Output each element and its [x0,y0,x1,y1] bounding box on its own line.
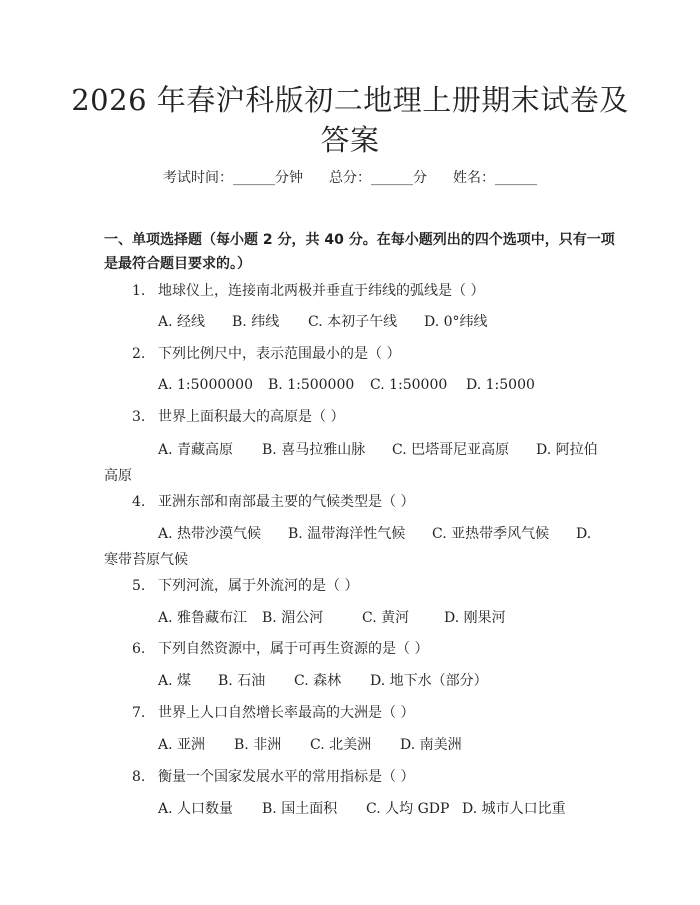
option-b: B. 石油 [218,673,266,689]
question-text: 世界上面积最大的高原是（ ） [158,409,345,425]
option-a: A. 热带沙漠气候 [158,526,262,542]
option-c: C. 本初子午线 [308,314,398,330]
question-number: 2. [132,346,146,362]
option-a: A. 青藏高原 [158,442,234,458]
question-number: 6. [132,641,146,657]
question-text: 衡量一个国家发展水平的常用指标是（ ） [158,769,415,785]
question-text: 地球仪上，连接南北两极并垂直于纬线的弧线是（ ） [158,283,485,299]
options-3 [104,437,624,489]
section-heading: 一、单项选择题（每小题 2 分，共 40 分。在每小题列出的四个选项中，只有一项是最符合题目要求的。） [104,232,615,272]
options-8 [104,796,624,822]
option-a: A. 雅鲁藏布江 [158,610,248,626]
exam-time-field: 考试时间：______分钟 [163,170,303,186]
question-text: 下列比例尺中，表示范围最小的是（ ） [158,346,401,362]
question-number: 4. [132,494,146,510]
option-wrap: 高原 [104,468,132,484]
option-b: B. 喜马拉雅山脉 [262,442,366,458]
option-b: B. 温带海洋性气候 [288,526,406,542]
option-b: B. 纬线 [232,314,280,330]
question-number: 3. [132,409,146,425]
option-c: C. 北美洲 [310,737,372,753]
student-name-field: 姓名：______ [453,170,537,186]
option-d: D. 阿拉伯 [536,442,598,458]
option-b: B. 非洲 [234,737,282,753]
option-c: C. 黄河 [362,610,410,626]
option-b: B. 1:500000 [268,377,355,393]
question-number: 8. [132,769,146,785]
option-wrap: 寒带苔原气候 [104,552,188,568]
option-b: B. 国土面积 [262,801,338,817]
option-a: A. 1:5000000 [158,377,253,393]
option-c: C. 森林 [294,673,342,689]
option-c: C. 亚热带季风气候 [432,526,550,542]
option-a: A. 人口数量 [158,801,234,817]
question-number: 5. [132,578,146,594]
option-c: C. 1:50000 [370,377,448,393]
options-7 [104,732,624,758]
option-a: A. 煤 [158,673,192,689]
question-number: 1. [132,283,146,299]
option-d: D. 刚果河 [444,610,506,626]
question-text: 亚洲东部和南部最主要的气候类型是（ ） [158,494,415,510]
option-c: C. 人均 GDP [366,801,450,817]
options-1 [104,309,624,335]
option-d: D. 南美洲 [400,737,462,753]
question-number: 7. [132,705,146,721]
options-5 [104,605,624,631]
question-text: 下列自然资源中，属于可再生资源的是（ ） [158,641,429,657]
exam-meta-line [0,168,700,188]
option-d: D. 1:5000 [466,377,535,393]
option-d: D. 地下水（部分） [370,673,488,689]
option-a: A. 经线 [158,314,206,330]
total-score-field: 总分：______分 [329,170,427,186]
option-b: B. 湄公河 [262,610,324,626]
option-d: D. [576,526,592,542]
question-text: 世界上人口自然增长率最高的大洲是（ ） [158,705,415,721]
exam-title: 2026 年春沪科版初二地理上册期末试卷及答案 [71,83,629,157]
option-d: D. 城市人口比重 [462,801,566,817]
options-4 [104,521,624,573]
option-c: C. 巴塔哥尼亚高原 [392,442,510,458]
option-d: D. 0°纬线 [424,314,488,330]
question-text: 下列河流，属于外流河的是（ ） [158,578,359,594]
option-a: A. 亚洲 [158,737,206,753]
options-2 [104,372,624,398]
options-6 [104,668,624,694]
